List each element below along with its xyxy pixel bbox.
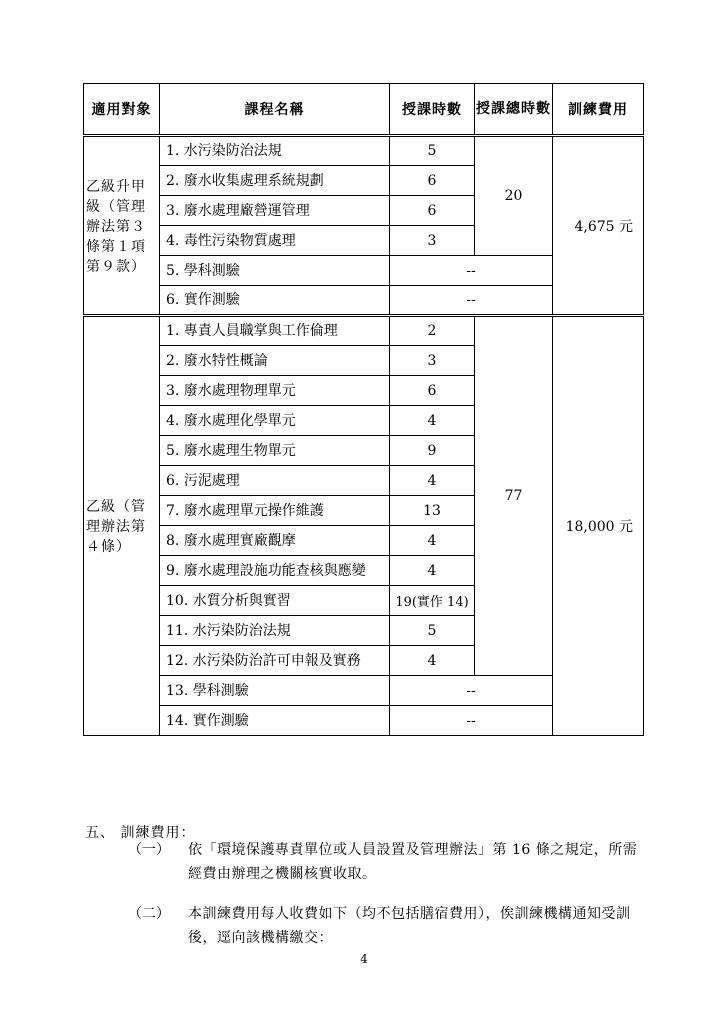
course-hours: 9 (390, 436, 475, 466)
course-hours: 3 (390, 226, 475, 256)
course-hours: 2 (390, 316, 475, 346)
table-header-row (84, 84, 644, 136)
course-hours: 4 (390, 556, 475, 586)
course-name: 11. 水污染防治法規 (160, 616, 390, 646)
course-hours: 6 (390, 166, 475, 196)
course-table (83, 83, 644, 736)
course-name: 12. 水污染防治許可申報及實務 (160, 646, 390, 676)
header-course-name: 課程名稱 (160, 84, 390, 136)
group-fee: 4,675 元 (553, 136, 644, 316)
exam-value: -- (390, 256, 553, 286)
group-fee: 18,000 元 (553, 316, 644, 736)
course-hours: 6 (390, 196, 475, 226)
exam-name: 14. 實作測驗 (160, 706, 390, 736)
course-name: 7. 廢水處理單元操作維護 (160, 496, 390, 526)
course-hours: 3 (390, 346, 475, 376)
course-name: 8. 廢水處理實廠觀摩 (160, 526, 390, 556)
item-text: 依「環境保護專責單位或人員設置及管理辦法」第 16 條之規定，所需經費由辦理之機關核實收取。 (188, 842, 638, 882)
exam-name: 13. 學科測驗 (160, 676, 390, 706)
group-target: 乙級（管理辦法第４條） (84, 316, 160, 736)
course-hours: 4 (390, 406, 475, 436)
course-name: 2. 廢水特性概論 (160, 346, 390, 376)
course-hours: 13 (390, 496, 475, 526)
course-name: 1. 水污染防治法規 (160, 136, 390, 166)
header-hours: 授課時數 (390, 84, 475, 136)
item-number: （一） (128, 842, 170, 858)
group-total-hours: 77 (475, 316, 553, 676)
header-target: 適用對象 (84, 84, 160, 136)
exam-value: -- (390, 286, 553, 316)
course-name: 2. 廢水收集處理系統規劃 (160, 166, 390, 196)
course-hours: 4 (390, 466, 475, 496)
course-name: 6. 污泥處理 (160, 466, 390, 496)
exam-name: 6. 實作測驗 (160, 286, 390, 316)
course-hours: 4 (390, 646, 475, 676)
course-hours: 4 (390, 526, 475, 556)
course-name: 4. 廢水處理化學單元 (160, 406, 390, 436)
course-hours: 6 (390, 376, 475, 406)
course-name: 1. 專責人員職掌與工作倫理 (160, 316, 390, 346)
item-number: （二） (128, 906, 170, 922)
header-fee: 訓練費用 (553, 84, 644, 136)
page-number: 4 (360, 952, 368, 966)
course-name: 5. 廢水處理生物單元 (160, 436, 390, 466)
header-total-hours: 授課總時數 (475, 84, 553, 136)
section-title: 五、 訓練費用： (85, 825, 196, 841)
course-hours: 19(實作 14) (390, 586, 475, 616)
course-hours: 5 (390, 136, 475, 166)
course-hours: 5 (390, 616, 475, 646)
course-name: 3. 廢水處理物理單元 (160, 376, 390, 406)
course-name: 9. 廢水處理設施功能查核與應變 (160, 556, 390, 586)
course-name: 10. 水質分析與實習 (160, 586, 390, 616)
group-target: 乙級升甲級（管理辦法第３條第１項第９款） (84, 136, 160, 316)
table-row (84, 136, 644, 166)
exam-value: -- (390, 706, 553, 736)
exam-value: -- (390, 676, 553, 706)
group-total-hours: 20 (475, 136, 553, 256)
course-name: 4. 毒性污染物質處理 (160, 226, 390, 256)
course-name: 3. 廢水處理廠營運管理 (160, 196, 390, 226)
item-text: 本訓練費用每人收費如下（均不包括膳宿費用），俟訓練機構通知受訓後，逕向該機構繳交： (188, 906, 631, 946)
exam-name: 5. 學科測驗 (160, 256, 390, 286)
table-row (84, 316, 644, 346)
